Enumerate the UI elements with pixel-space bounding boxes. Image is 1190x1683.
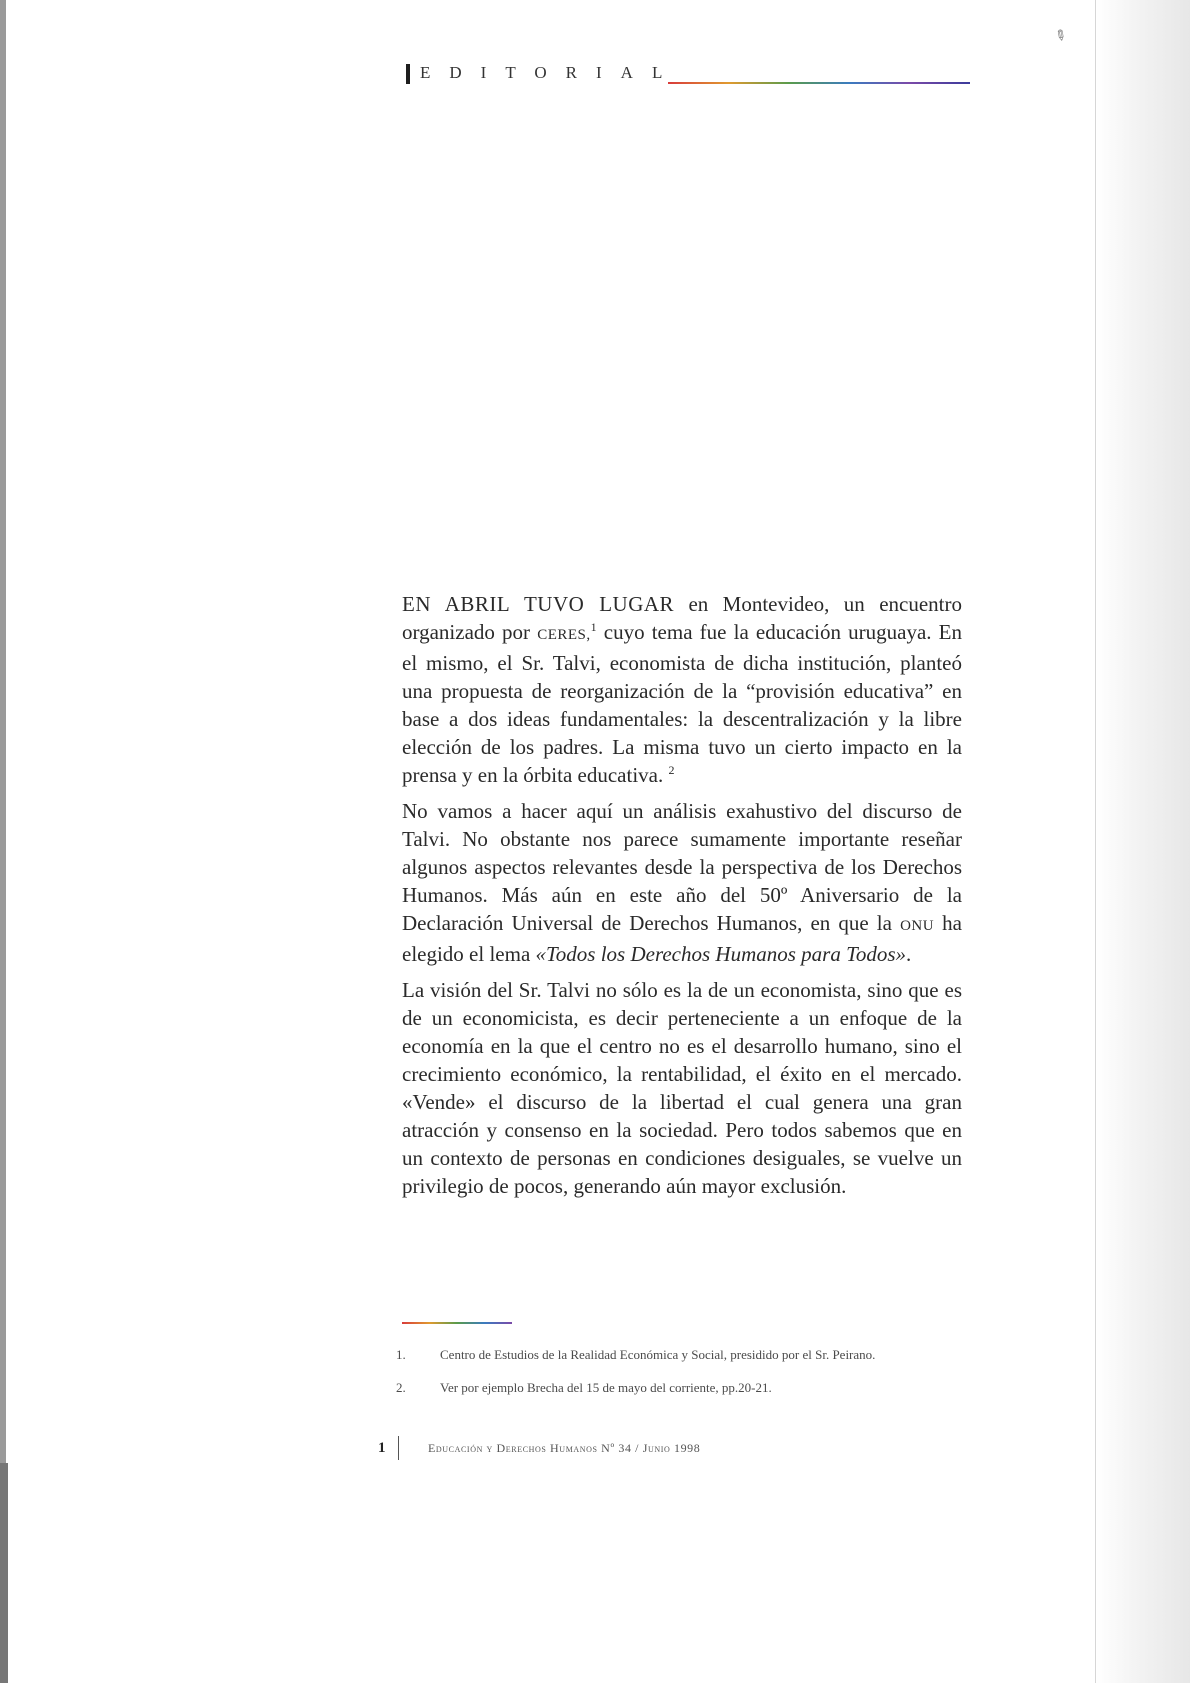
footnote-1 <box>396 1346 956 1363</box>
scan-mark: ✎ <box>1051 26 1070 47</box>
paragraph-2-text-c: . <box>906 942 912 966</box>
scan-right-edge <box>1095 0 1190 1683</box>
section-header <box>406 62 966 88</box>
footnote-ref-2[interactable]: 2 <box>668 763 675 777</box>
paragraph-2 <box>402 797 962 968</box>
paragraph-1 <box>402 590 962 789</box>
motto: «Todos los Derechos Humanos para Todos» <box>535 942 907 966</box>
page-number: 1 <box>378 1440 386 1456</box>
header-bar <box>406 64 410 84</box>
article-body <box>402 590 962 1208</box>
lead-in: EN ABRIL TUVO LUGAR <box>402 592 675 616</box>
paragraph-2-text-b: ha elegido el lema <box>402 911 962 966</box>
footnote-number: 1. <box>396 1347 406 1362</box>
org-ceres: CERES, <box>537 627 591 643</box>
scan-left-edge <box>0 0 6 1683</box>
footnote-number: 2. <box>396 1380 406 1395</box>
org-onu: ONU <box>900 918 935 934</box>
header-rule <box>668 82 970 84</box>
paragraph-1-text-b: cuyo tema fue la educación uruguaya. En el mismo, el Sr. Talvi, economista de dicha institución, planteó una propuesta de reorganización de la “provisión educativa” en base a dos ideas fundamentales: la descentralización y la libre elección de los padres. La misma tuvo un cierto impacto en la prensa y en la órbita educativa. <box>402 620 963 787</box>
section-title: EDITORIAL <box>420 63 682 82</box>
publication-info: Educación y Derechos Humanos Nº 34 / Junio 1998 <box>428 1441 701 1455</box>
scan-left-edge-shadow <box>0 1463 8 1683</box>
paragraph-1-text-a: en Montevideo, un encuentro organizado por <box>402 592 962 644</box>
footnote-ref-1[interactable]: 1 <box>590 620 597 634</box>
footnote-2 <box>396 1379 956 1396</box>
footnote-text: Ver por ejemplo Brecha del 15 de mayo del corriente, pp.20-21. <box>440 1380 772 1395</box>
footnote-rule <box>402 1322 512 1324</box>
footnotes <box>396 1346 956 1412</box>
footer-divider <box>398 1436 399 1460</box>
page-footer <box>378 1436 938 1462</box>
paragraph-2-text-a: No vamos a hacer aquí un análisis exahustivo del discurso de Talvi. No obstante nos parece sumamente importante reseñar algunos aspectos relevantes desde la perspectiva de los Derechos Humanos. Más aún en este año del 50º Aniversario de la Declaración Universal de Derechos Humanos, en que la <box>402 799 962 935</box>
footnote-text: Centro de Estudios de la Realidad Económica y Social, presidido por el Sr. Peirano. <box>440 1347 876 1362</box>
paragraph-3: La visión del Sr. Talvi no sólo es la de un economista, sino que es de un economicista, es decir perteneciente a un enfoque de la economía en la que el centro no es el desarrollo humano, sino el crecimiento económico, la rentabilidad, el éxito en el mercado. «Vende» el discurso de la libertad el cual genera una gran atracción y consenso en la sociedad. Pero todos sabemos que en un contexto de personas en condiciones desiguales, se vuelve un privilegio de pocos, generando aún mayor exclusión. <box>402 978 962 1198</box>
